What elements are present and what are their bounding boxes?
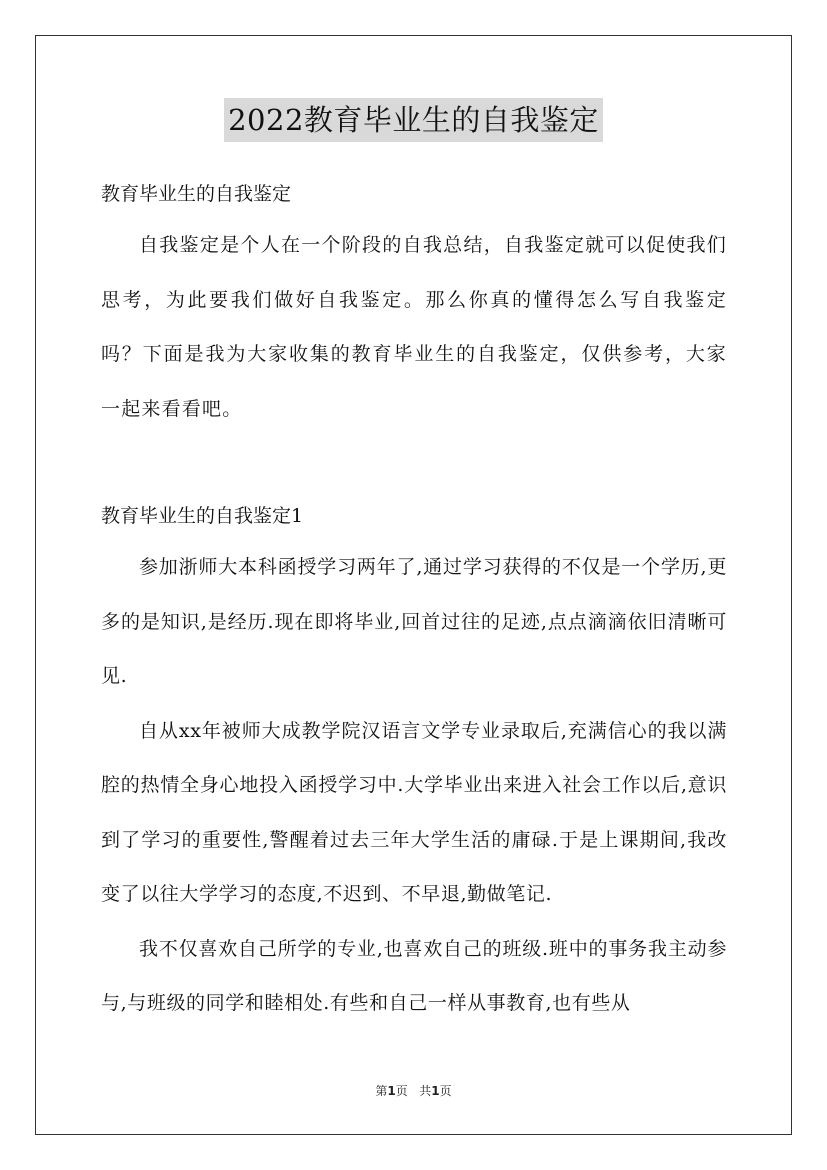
section1-heading: 教育毕业生的自我鉴定1 <box>101 505 304 527</box>
section1-paragraph: 我不仅喜欢自己所学的专业,也喜欢自己的班级.班中的事务我主动参与,与班级的同学和睦相处.有些和自己一样从事教育,也有些从 <box>101 937 727 1014</box>
document-title: 2022教育毕业生的自我鉴定 <box>224 98 603 142</box>
footer-page-total: 1 <box>431 1084 440 1098</box>
section-spacer <box>101 436 727 492</box>
document-body <box>101 170 727 1031</box>
section1-paragraph: 参加浙师大本科函授学习两年了,通过学习获得的不仅是一个学历,更多的是知识,是经历.现在即将毕业,回首过往的足迹,点点滴滴依旧清晰可见. <box>101 556 727 687</box>
intro-heading: 教育毕业生的自我鉴定 <box>101 183 292 205</box>
intro-paragraph: 自我鉴定是个人在一个阶段的自我总结，自我鉴定就可以促使我们思考，为此要我们做好自我鉴定。那么你真的懂得怎么写自我鉴定吗？下面是我为大家收集的教育毕业生的自我鉴定，仅供参考，大家一起来看看吧。 <box>101 234 727 420</box>
page-footer <box>0 1082 827 1099</box>
title-container <box>0 98 827 142</box>
footer-total-unit: 页 <box>439 1084 452 1098</box>
section1-paragraph: 自从xx年被师大成教学院汉语言文学专业录取后,充满信心的我以满腔的热情全身心地投入函授学习中.大学毕业出来进入社会工作以后,意识到了学习的重要性,警醒着过去三年大学生活的庸碌.于是上课期间,我改变了以往大学学习的态度,不迟到、不早退,勤做笔记. <box>101 719 727 905</box>
footer-prefix: 第 <box>375 1084 388 1098</box>
footer-total-prefix: 共 <box>419 1084 432 1098</box>
footer-page-current: 1 <box>387 1084 396 1098</box>
footer-page-unit: 页 <box>395 1084 408 1098</box>
